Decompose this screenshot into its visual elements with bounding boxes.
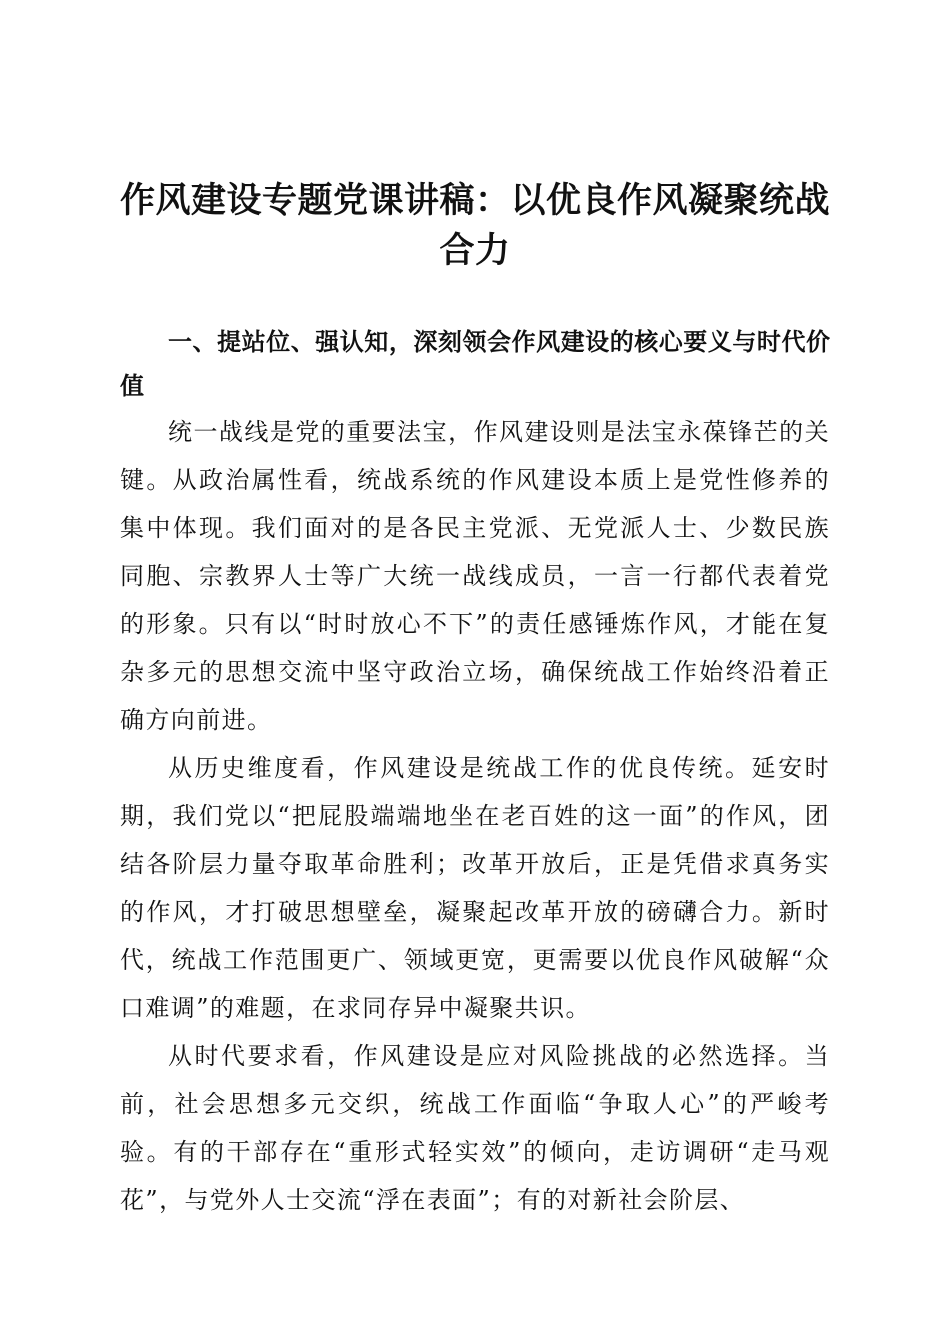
paragraph: 从时代要求看，作风建设是应对风险挑战的必然选择。当前，社会思想多元交织，统战工作面临“争取人心”的严峻考验。有的干部存在“重形式轻实效”的倾向，走访调研“走马观花”，与党外人士交流“浮在表面”；有的对新社会阶层、	[120, 1042, 830, 1214]
section-heading: 一、提站位、强认知，深刻领会作风建设的核心要义与时代价值	[120, 328, 830, 400]
paragraph: 统一战线是党的重要法宝，作风建设则是法宝永葆锋芒的关键。从政治属性看，统战系统的作风建设本质上是党性修养的集中体现。我们面对的是各民主党派、无党派人士、少数民族同胞、宗教界人士等广大统一战线成员，一言一行都代表着党的形象。只有以“时时放心不下”的责任感锤炼作风，才能在复杂多元的思想交流中坚守政治立场，确保统战工作始终沿着正确方向前进。	[120, 418, 830, 734]
document-body	[120, 320, 830, 1224]
paragraph: 从历史维度看，作风建设是统战工作的优良传统。延安时期，我们党以“把屁股端端地坐在老百姓的这一面”的作风，团结各阶层力量夺取革命胜利；改革开放后，正是凭借求真务实的作风，才打破思想壁垒，凝聚起改革开放的磅礴合力。新时代，统战工作范围更广、领域更宽，更需要以优良作风破解“众口难调”的难题，在求同存异中凝聚共识。	[120, 754, 830, 1022]
document-title: 作风建设专题党课讲稿：以优良作风凝聚统战合力	[119, 180, 830, 271]
